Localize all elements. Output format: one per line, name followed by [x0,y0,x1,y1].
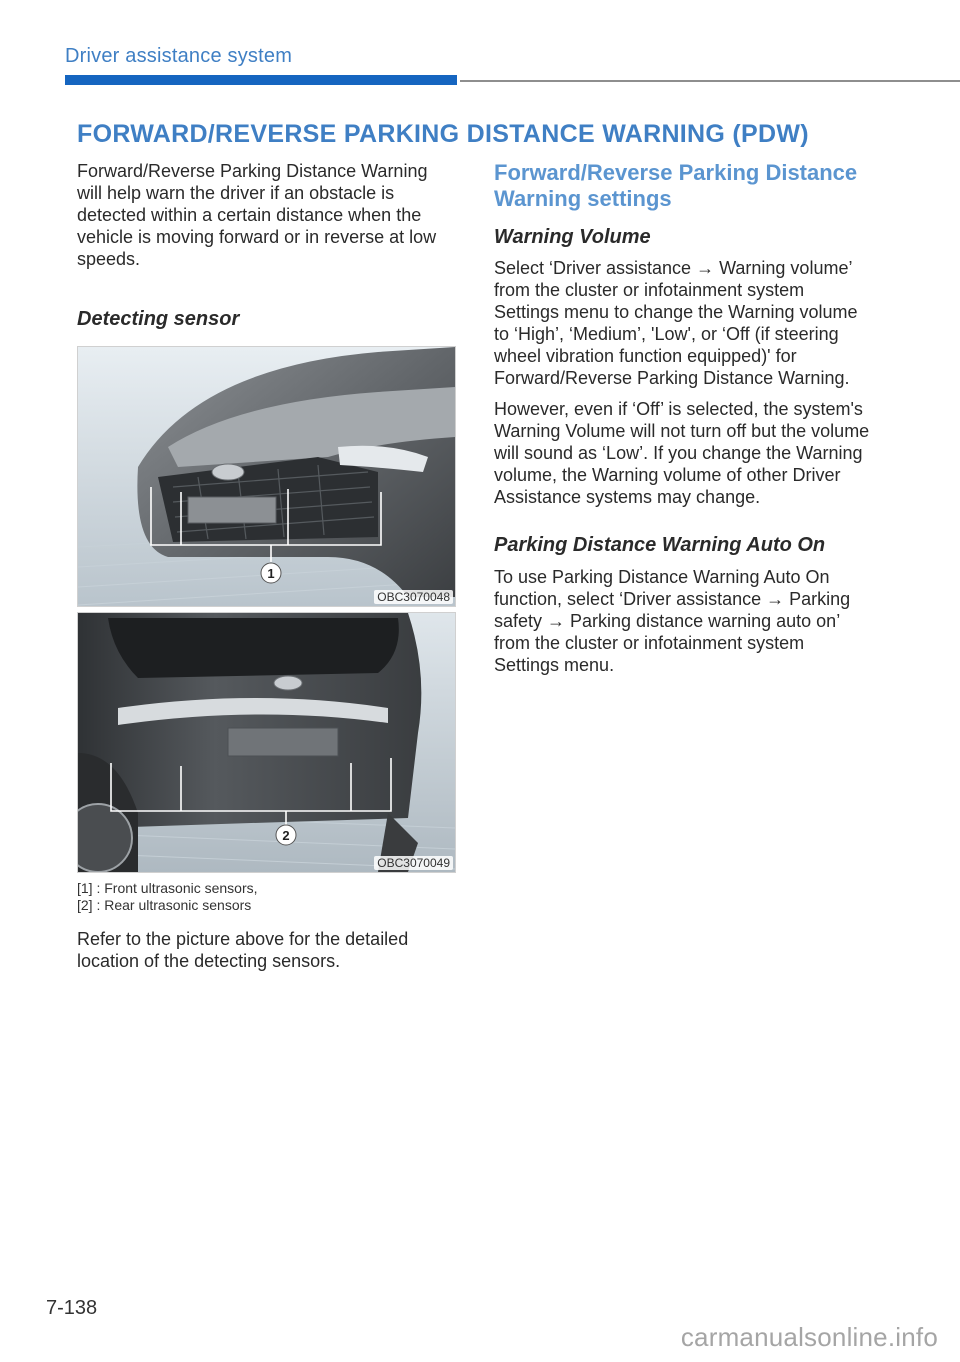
right-column [494,160,874,676]
chapter-title: Driver assistance system [65,45,293,67]
marker-1: 1 [267,566,275,581]
left-column [77,160,457,972]
watermark-url: carmanualsonline.info [680,1322,938,1352]
auto-on-heading: Parking Distance Warning Auto On [494,534,826,556]
rear-sensor-figure [77,612,456,873]
intro-paragraph: Forward/Reverse Parking Distance Warning will help warn the driver if an obstacle is detected within a certain distance when the vehicle is moving forward or in reverse at low speeds. [77,161,437,269]
page-number: 7-138 [46,1297,98,1319]
marker-2: 2 [282,828,290,843]
figure1-code: OBC3070048 [374,590,453,604]
detecting-sensor-heading: Detecting sensor [77,308,240,330]
caption-front: [1] : Front ultrasonic sensors, [77,880,258,896]
warning-volume-heading: Warning Volume [494,226,651,248]
auto-on-paragraph: To use Parking Distance Warning Auto On function, select ‘Driver assistance → Parking safety → Parking distance warning auto on’ from the cluster or infotainment system Settings menu. [494,567,851,675]
warning-volume-paragraph: Select ‘Driver assistance → Warning volume’ from the cluster or infotainment system Settings menu to change the Warning volume to ‘High’, ‘Medium’, 'Low', or ‘Off (if steering wheel vibration function equipped)' for Forward/Reverse Parking Distance Warning. [494,258,858,388]
warning-volume-note: However, even if ‘Off’ is selected, the system's Warning Volume will not turn off but the volume will sound as ‘Low’. If you change the Warning volume, the Warning volume of other Driver Assistance systems may change. [494,399,870,507]
front-car-illustration [78,347,455,606]
figure2-code: OBC3070049 [374,856,453,870]
settings-heading: Forward/Reverse Parking Distance Warning settings [494,160,858,211]
caption-rear: [2] : Rear ultrasonic sensors [77,897,252,913]
header-accent-bar [65,75,457,85]
rear-car-illustration [78,613,455,872]
header-rule [460,80,960,82]
section-title: FORWARD/REVERSE PARKING DISTANCE WARNING (PDW) [77,120,809,148]
front-sensor-figure [77,346,456,607]
refer-paragraph: Refer to the picture above for the detailed location of the detecting sensors. [77,929,409,971]
